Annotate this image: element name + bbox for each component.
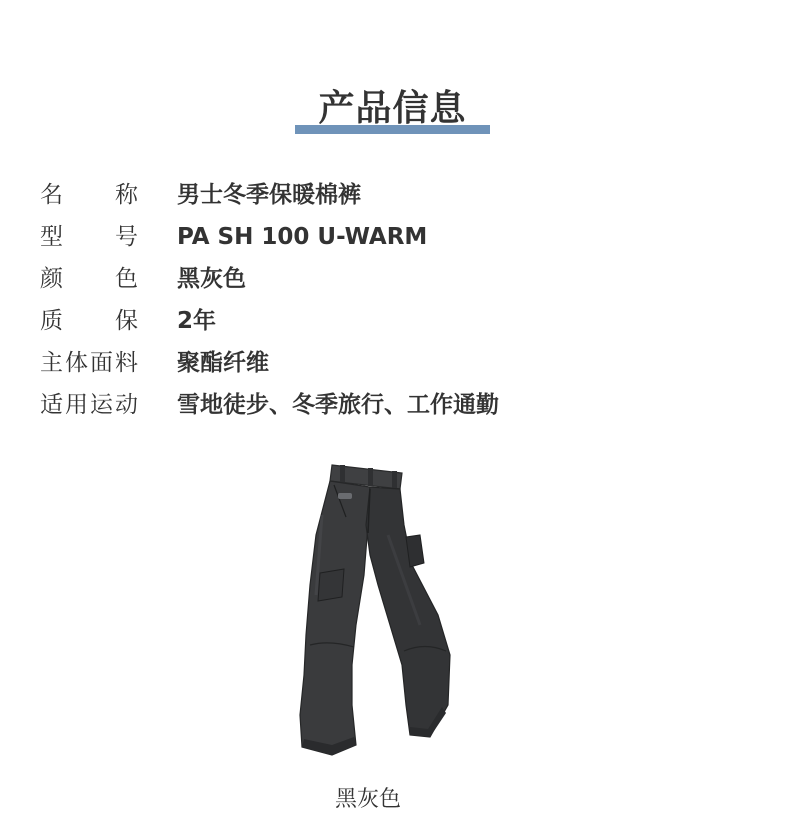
section-title: 产品信息 xyxy=(318,88,467,129)
spec-label: 主体面料 xyxy=(40,350,138,376)
spec-value: PA SH 100 U-WARM xyxy=(177,224,428,250)
pants-product-image xyxy=(270,455,470,775)
spec-value: 聚酯纤维 xyxy=(177,350,269,376)
section-title-block xyxy=(295,88,490,134)
spec-row-color xyxy=(40,260,740,302)
spec-value: 男士冬季保暖棉裤 xyxy=(177,182,361,208)
spec-value: 雪地徒步、冬季旅行、工作通勤 xyxy=(177,392,499,418)
spec-label: 质 保 xyxy=(40,308,138,334)
product-image-caption: 黑灰色 xyxy=(334,787,401,812)
spec-row-model xyxy=(40,218,740,260)
spec-row-sports xyxy=(40,386,740,428)
spec-value: 黑灰色 xyxy=(177,266,246,292)
spec-row-warranty xyxy=(40,302,740,344)
pants-icon xyxy=(270,455,470,775)
spec-label: 适用运动 xyxy=(40,392,138,418)
spec-label: 颜 色 xyxy=(40,266,138,292)
spec-list xyxy=(40,176,740,428)
spec-value: 2年 xyxy=(177,308,217,334)
spec-row-material xyxy=(40,344,740,386)
spec-row-name xyxy=(40,176,740,218)
spec-label: 名 称 xyxy=(40,182,138,208)
spec-label: 型 号 xyxy=(40,224,138,250)
